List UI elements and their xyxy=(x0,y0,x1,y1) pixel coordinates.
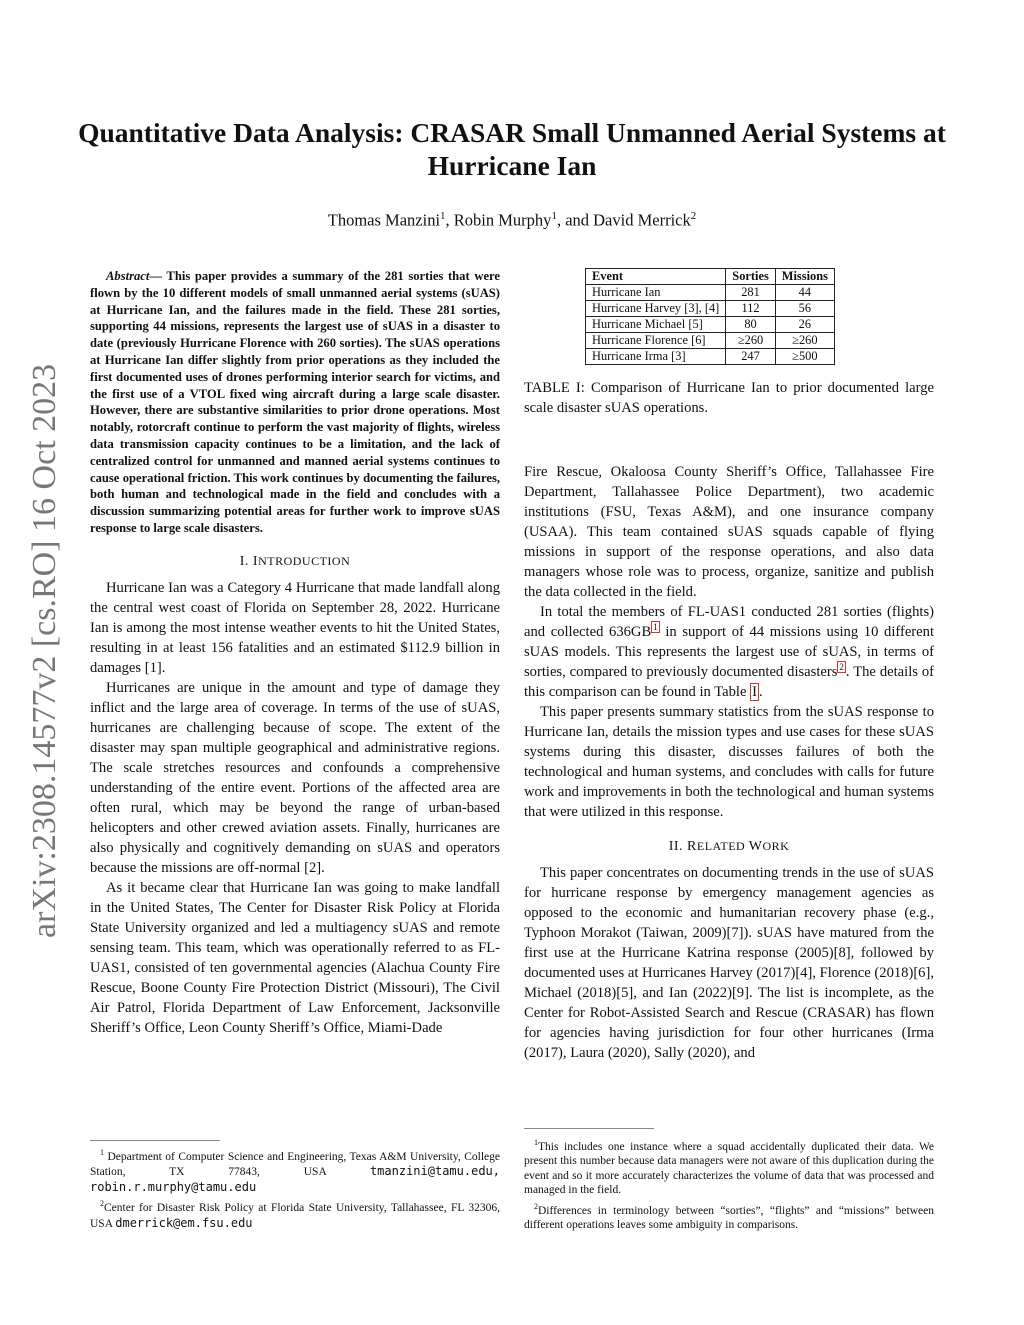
footnote-link[interactable]: 1 xyxy=(653,622,658,633)
table-row: Hurricane Michael [5] 80 26 xyxy=(586,317,835,333)
paper-title: Quantitative Data Analysis: CRASAR Small Unmanned Aerial Systems at Hurricane Ian xyxy=(78,117,946,181)
table-row: Hurricane Harvey [3], [4] 112 56 xyxy=(586,301,835,317)
table-row: Hurricane Florence [6] ≥260 ≥260 xyxy=(586,333,835,349)
abstract-text: This paper provides a summary of the 281 sorties that were flown by the 10 different models of small unmanned aerial systems (sUAS) at Hurricane Ian, and the failures made in the field. These 281 sorties, supporting 44 missions, represents the largest use of sUAS in a disaster to date (previously Hurricane Florence with 260 sorties). The sUAS operations at Hurricane Ian differ slightly from prior operations as they included the first documented uses of drones performing interior search for victims, and the first use of a VTOL fixed wing aircraft during a large scale disaster. However, there are substantive similarities to prior drone operations. Most notably, rotorcraft continue to perform the vast majority of flights, wireless data transmission capacity continues to be a limitation, and the lack of centralized control for unmanned and manned aerial systems continues to cause operational friction. This work continues by documenting the failures, both human and technological made in the field and concludes with a discussion summarizing potential areas for further work to improve sUAS response to large scale disasters. xyxy=(90,269,500,535)
paragraph: This paper presents summary statistics from the sUAS response to Hurricane Ian, details the mission types and use cases for these sUAS systems during this disaster, discusses failures of both the technological and human systems, and concludes with calls for future work and improvements in both the technological and human systems that were utilized in this response. xyxy=(524,704,934,820)
author-name: David Merrick xyxy=(593,210,691,230)
table-header: Sorties xyxy=(726,269,775,285)
email-address: tmanzini@tamu.edu, robin.r.murphy@tamu.edu xyxy=(90,1164,500,1194)
page-footnotes: $^1$This includes one instance where a squad accidentally duplicated their data. We present this number because data managers were not aware of this duplication during the event and so it more accurately characterizes the volume of data that was processed and managed in the field. $^2$Differences in terminology between “sorties”, “flights” and “missions” between different operations leaves some ambiguity in comparisons. xyxy=(524,1138,934,1232)
footnote-rule xyxy=(524,1128,654,1129)
paragraph: Fire Rescue, Okaloosa County Sheriff’s Office, Tallahassee Fire Department, Tallahassee Police Department), two academic institutions (FSU, Texas A&M), and one insurance company (USAA). This team contained sUAS squads capable of flying missions in support of the response operations, and also data managers whose role was to process, organize, sanitize and publish the data collected in the field. xyxy=(524,464,934,600)
left-column xyxy=(90,268,500,1038)
abstract: Abstract— This paper provides a summary of the 281 sorties that were flown by the 10 different models of small unmanned aerial systems (sUAS) at Hurricane Ian, and the failures made in the field. These 281 sorties, supporting 44 missions, represents the largest use of sUAS in a disaster to date (previously Hurricane Florence with 260 sorties). The sUAS operations at Hurricane Ian differ slightly from prior operations as they included the first documented uses of drones performing interior search for victims, and the first use of a VTOL fixed wing aircraft during a large scale disaster. However, there are substantive similarities to prior drone operations. Most notably, rotorcraft continue to perform the vast majority of flights, wireless data transmission capacity continues to be a limitation, and the lack of centralized control for unmanned and manned aerial systems continues to cause operational friction. This work continues by documenting the failures, both human and technological made in the field and concludes with a discussion summarizing potential areas for further work to improve sUAS response to large scale disasters. xyxy=(90,269,500,535)
abstract-label: Abstract xyxy=(106,269,150,283)
table-header: Event xyxy=(586,269,726,285)
author-name: Thomas Manzini xyxy=(327,210,441,230)
table-reference-link[interactable]: I xyxy=(752,684,757,700)
section-heading-introduction: I. INTRODUCTION xyxy=(239,553,351,569)
arxiv-sidebar-stamp: arXiv:2308.14577v2 [cs.RO] 16 Oct 2023 xyxy=(26,363,63,938)
table-header: Missions xyxy=(775,269,834,285)
affiliation-mark: 2 xyxy=(690,210,697,222)
affiliation-footnotes: $^1$ Department of Computer Science and Engineering, Texas A&M University, College Station, TX 77843, USA tmanzini@tamu.edu, robin.r.murphy@tamu.edu $^2$Center for Disaster Risk Policy at Florida State University, Tallahassee, FL 32306, USA dmerrick@em.fsu.edu xyxy=(90,1148,500,1230)
affiliation-mark: 1 xyxy=(440,210,446,222)
paragraph: Hurricanes are unique in the amount and type of damage they inflict and the large area of coverage. In terms of the use of sUAS, hurricanes are challenging because of scope. The extent of the disaster may span multiple geographical and administrative regions. The scale stretches resources and confounds a comprehensive understanding of the entire event. Portions of the affected area are often rural, which may be beyond the range of urban-based helicopters and other crewed aviation assets. Finally, hurricanes are also physically and cognitively demanding on sUAS and operators because the missions are off-normal [2]. xyxy=(90,679,500,876)
affiliation-mark: 1 xyxy=(551,210,557,222)
author-list: Thomas Manzini$^1$, Robin Murphy$^1$, and David Merrick$^2$ xyxy=(327,210,697,230)
author-name: Robin Murphy xyxy=(453,210,552,230)
table-caption: TABLE I: Comparison of Hurricane Ian to prior documented large scale disaster sUAS operations. xyxy=(524,380,934,416)
paragraph: In total the members of FL-UAS1 conducted 281 sorties (flights) and collected 636GB $^1$ in support of 44 missions using 10 different sUAS models. This represents the largest use of sUAS, in terms of sorties, compared to previously documented disasters $^2$ . The details of this comparison can be found in Table I . xyxy=(524,604,934,700)
comparison-table xyxy=(585,268,835,365)
paragraph: Hurricane Ian was a Category 4 Hurricane that made landfall along the central west coast of Florida on September 28, 2022. Hurricane Ian is among the most intense weather events to hit the United States, resulting in at least 156 fatalities and an estimated $112.9 billion in damages [1]. xyxy=(90,579,500,676)
footnote-rule xyxy=(90,1140,220,1141)
table-row: Hurricane Irma [3] 247 ≥500 xyxy=(586,349,835,365)
section-heading-related-work: II. RELATED WORK xyxy=(668,839,790,854)
table-row: Hurricane Ian 281 44 xyxy=(586,285,835,301)
email-address: dmerrick@em.fsu.edu xyxy=(115,1215,253,1230)
right-column xyxy=(524,268,934,1063)
paragraph: As it became clear that Hurricane Ian was going to make landfall in the United States, The Center for Disaster Risk Policy at Florida State University organized and led a multiagency sUAS and remote sensing team. This team, which was operationally referred to as FL-UAS1, consisted of ten governmental agencies (Alachua County Fire Rescue, Boone County Fire Protection District (Missouri), The Civil Air Patrol, Florida Department of Law Enforcement, Jacksonville Sheriff’s Office, Leon County Sheriff’s Office, Miami-Dade xyxy=(90,879,500,1036)
paragraph: This paper concentrates on documenting trends in the use of sUAS for hurricane response by emergency management agencies as opposed to the economic and humanitarian recovery phase (e.g., Typhoon Morakot (Taiwan, 2009)[7]). sUAS have matured from the first use at the Hurricane Katrina response (2005)[8], followed by documented uses at Hurricanes Harvey (2017)[4], Florence (2018)[6], Michael (2018)[5], and Ian (2022)[9]. The list is incomplete, as the Center for Robot-Assisted Search and Rescue (CRASAR) has flown for agencies having jurisdiction for four other hurricanes (Irma (2017), Laura (2020), Sally (2020), and xyxy=(524,865,934,1061)
footnote-link[interactable]: 2 xyxy=(839,662,844,673)
